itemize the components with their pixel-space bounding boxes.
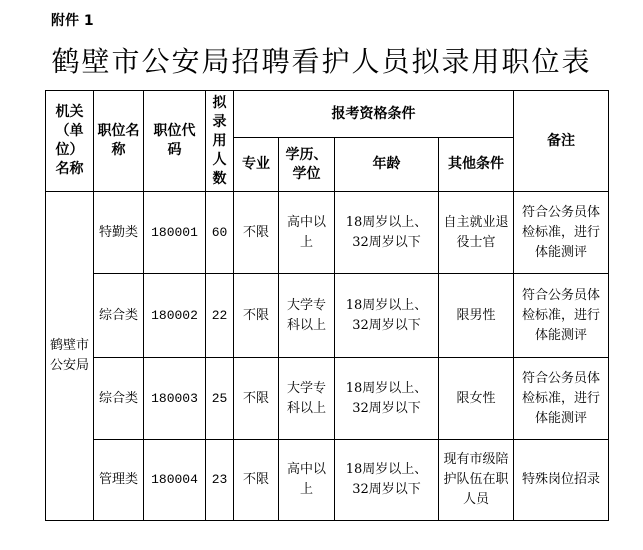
table-row (46, 358, 609, 440)
header-other: 其他条件 (439, 138, 514, 192)
other-cell: 现有市级陪护队伍在职人员 (439, 440, 514, 521)
remark-cell: 符合公务员体检标准，进行体能测评 (514, 274, 609, 358)
remark-cell: 特殊岗位招录 (514, 440, 609, 521)
remark-cell: 符合公务员体检标准，进行体能测评 (514, 358, 609, 440)
education-cell: 高中以上 (279, 440, 335, 521)
count-cell: 22 (206, 274, 234, 358)
major-cell: 不限 (234, 440, 279, 521)
header-count: 拟录用人数 (206, 91, 234, 192)
age-cell: 18周岁以上、32周岁以下 (335, 440, 439, 521)
education-cell: 大学专科以上 (279, 358, 335, 440)
header-code: 职位代码 (144, 91, 206, 192)
header-major: 专业 (234, 138, 279, 192)
header-position: 职位名称 (94, 91, 144, 192)
positions-table (45, 90, 609, 521)
header-remark: 备注 (514, 91, 609, 192)
code-cell: 180003 (144, 358, 206, 440)
education-cell: 大学专科以上 (279, 274, 335, 358)
position-cell: 综合类 (94, 358, 144, 440)
table-row (46, 440, 609, 521)
major-cell: 不限 (234, 274, 279, 358)
count-cell: 60 (206, 192, 234, 274)
age-cell: 18周岁以上、32周岁以下 (335, 274, 439, 358)
attachment-label: 附件 1 (51, 13, 94, 29)
position-cell: 综合类 (94, 274, 144, 358)
other-cell: 限女性 (439, 358, 514, 440)
code-cell: 180002 (144, 274, 206, 358)
code-cell: 180004 (144, 440, 206, 521)
table-row (46, 274, 609, 358)
education-cell: 高中以上 (279, 192, 335, 274)
org-name-cell: 鹤壁市公安局 (46, 192, 94, 521)
other-cell: 自主就业退役士官 (439, 192, 514, 274)
major-cell: 不限 (234, 358, 279, 440)
document-title: 鹤壁市公安局招聘看护人员拟录用职位表 (51, 45, 592, 78)
position-cell: 管理类 (94, 440, 144, 521)
remark-cell: 符合公务员体检标准，进行体能测评 (514, 192, 609, 274)
position-cell: 特勤类 (94, 192, 144, 274)
header-org: 机关（单位）名称 (46, 91, 94, 192)
major-cell: 不限 (234, 192, 279, 274)
code-cell: 180001 (144, 192, 206, 274)
header-row-1 (46, 91, 609, 138)
header-age: 年龄 (335, 138, 439, 192)
header-qualifications: 报考资格条件 (234, 91, 514, 138)
other-cell: 限男性 (439, 274, 514, 358)
header-education: 学历、学位 (279, 138, 335, 192)
age-cell: 18周岁以上、32周岁以下 (335, 358, 439, 440)
count-cell: 23 (206, 440, 234, 521)
count-cell: 25 (206, 358, 234, 440)
age-cell: 18周岁以上、32周岁以下 (335, 192, 439, 274)
table-row (46, 192, 609, 274)
